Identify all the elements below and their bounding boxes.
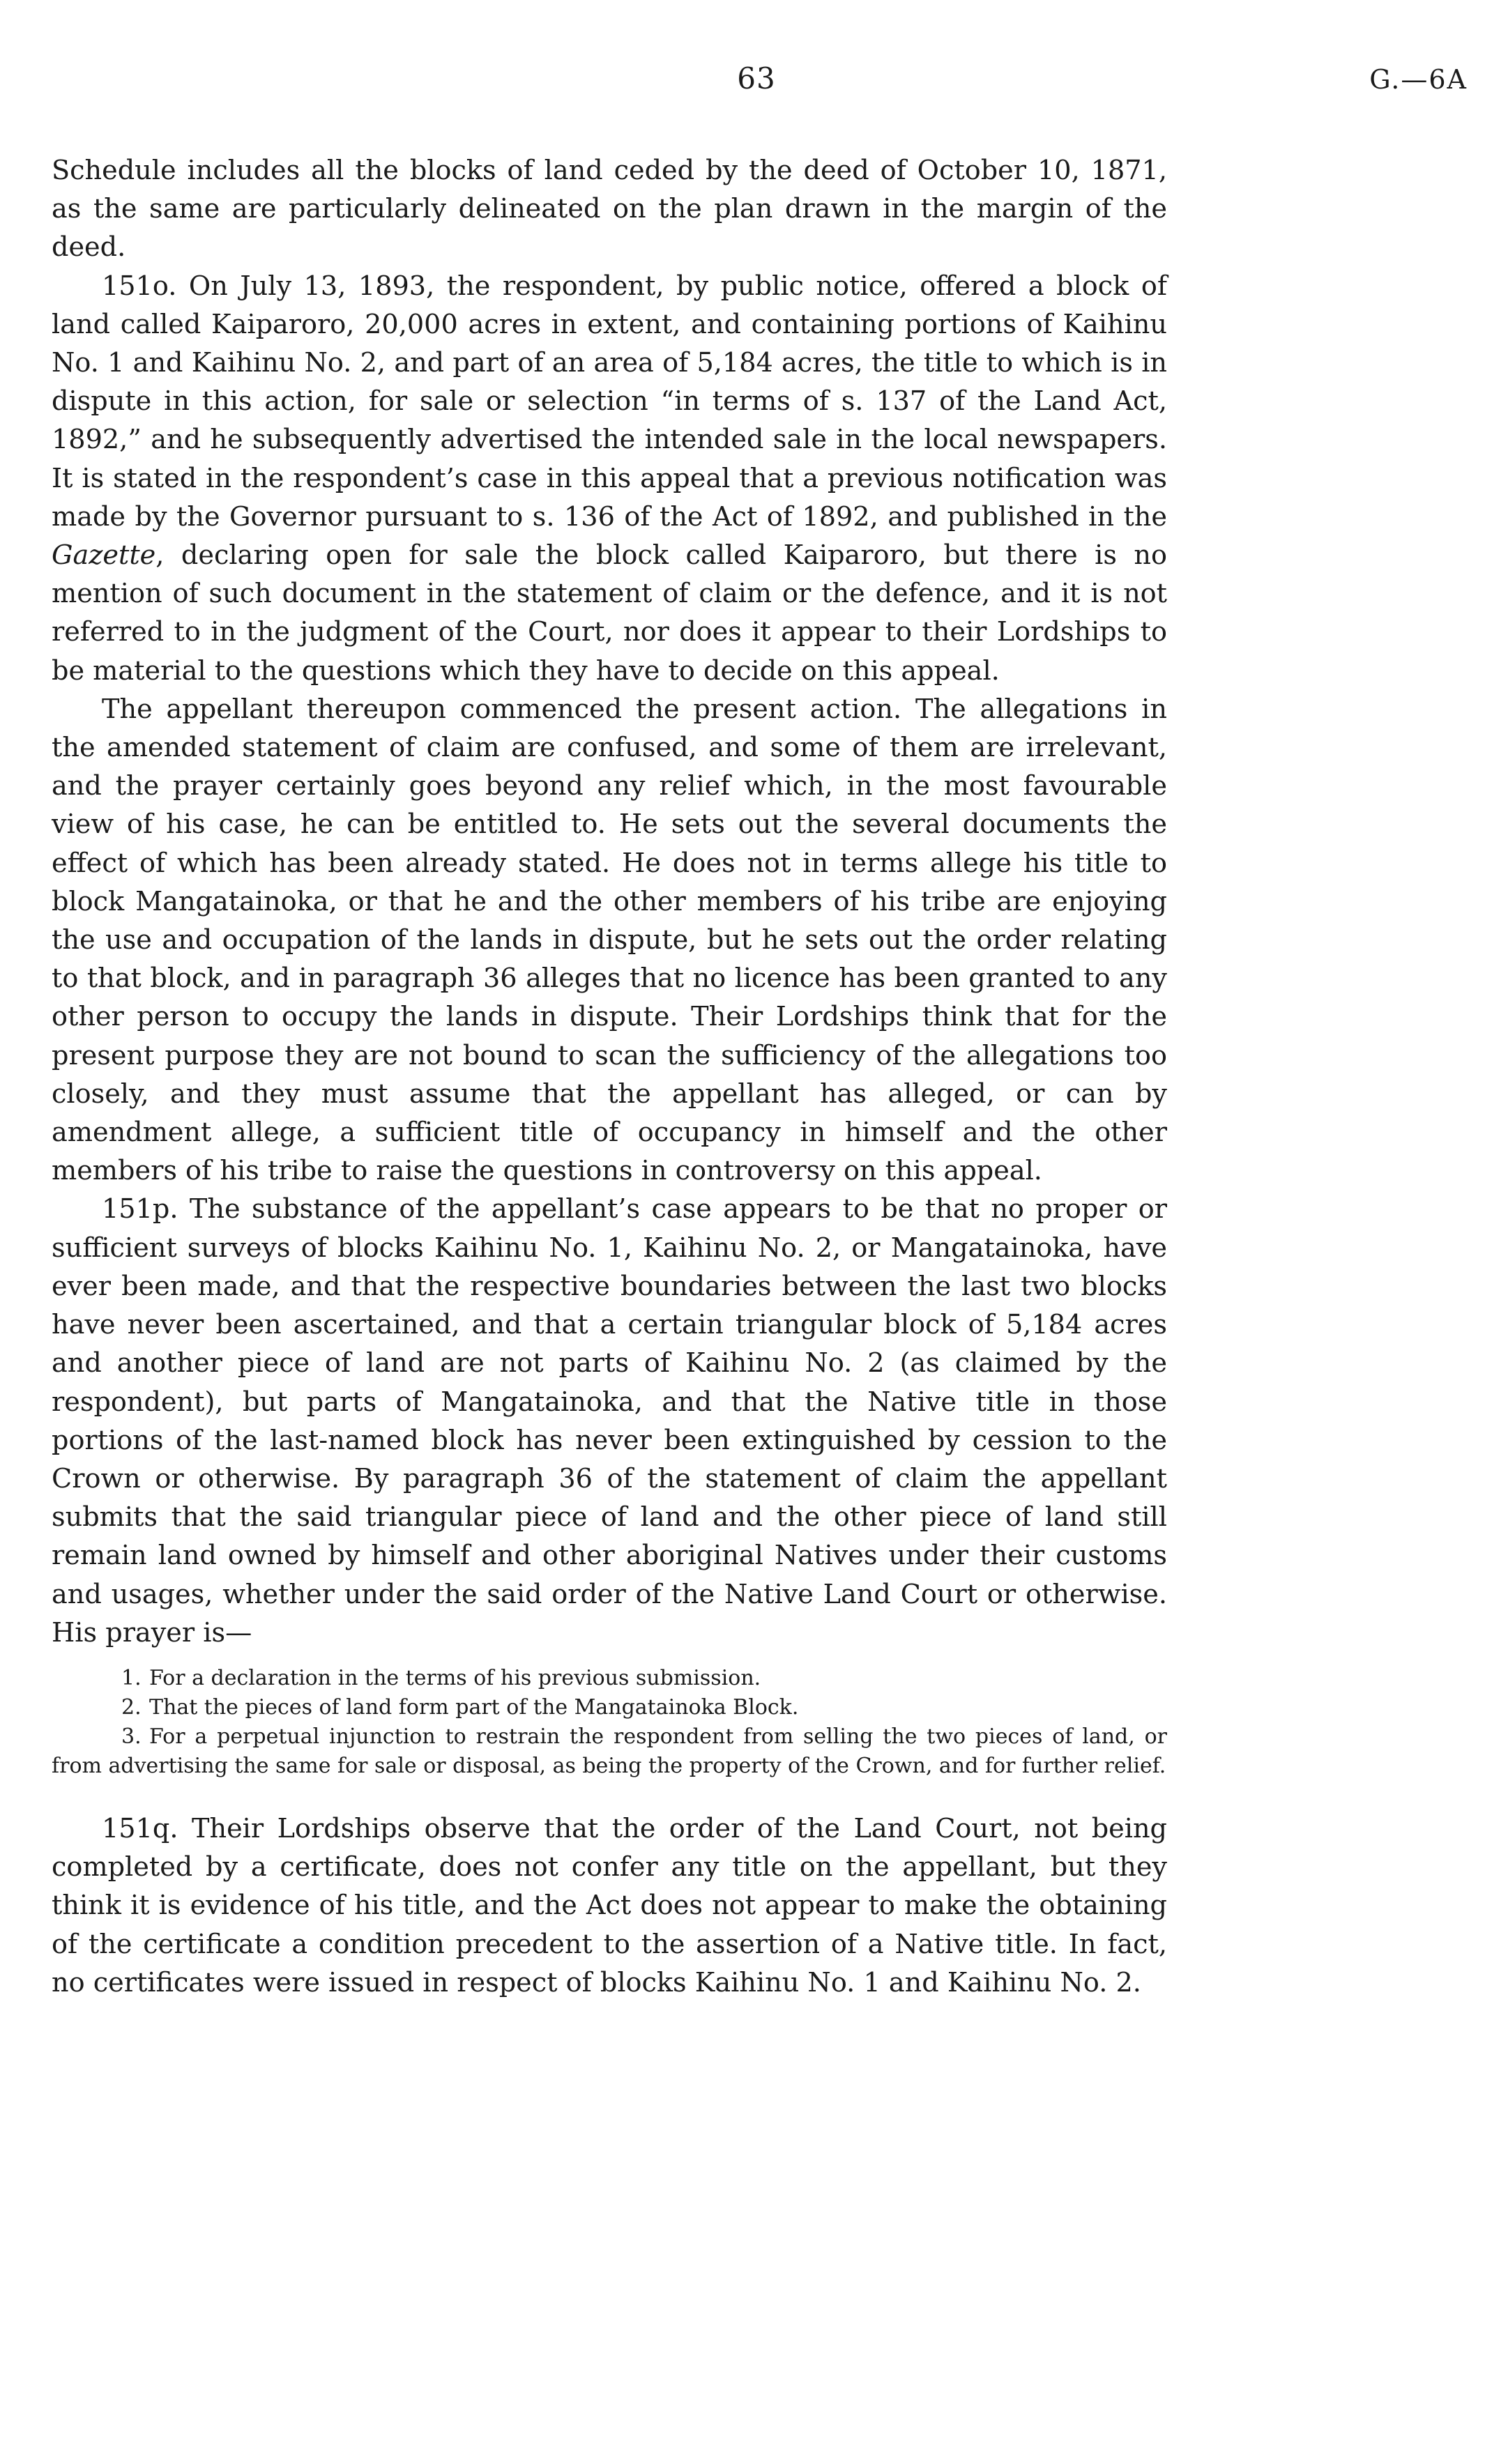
document-reference: G.—6A: [1369, 64, 1468, 95]
prayer-number: 2.: [121, 1694, 142, 1720]
page-number: 63: [737, 61, 776, 95]
body-text: [52, 152, 1167, 2003]
paragraph-text: Schedule includes all the blocks of land ceded by the deed of October 10, 1871, as the same are particularly delineated on the plan drawn in the margin of the deed.: [52, 155, 1167, 263]
prayer-text: For a declaration in the terms of his previous submission.: [149, 1665, 761, 1690]
paragraph-number: 151p.: [102, 1194, 178, 1225]
paragraph-151p: [52, 1191, 1167, 1652]
paragraph-action: [52, 691, 1167, 1191]
paragraph-151q: [52, 1810, 1167, 2003]
paragraph-text: The substance of the appellant’s case appears to be that no proper or sufficient surveys of blocks Kaihinu No. 1, Kaihinu No. 2, or Mangatainoka, have ever been made, and that the respective boundaries between the last two blocks have never been ascertained, and that a certain triangular block of 5,184 acres and another piece of land are not parts of Kaihinu No. 2 (as claimed by the respondent), but parts of Mangatainoka, and that the Native title in those portions of the last-named block has never been extinguished by cession to the Crown or otherwise. By paragraph 36 of the statement of claim the appellant submits that the said triangular piece of land and the other piece of land still remain land owned by himself and other aboriginal Natives under their customs and usages, whether under the said order of the Native Land Court or otherwise. His prayer is—: [52, 1194, 1167, 1648]
paragraph-151o: [52, 268, 1167, 691]
prayer-text: That the pieces of land form part of the Mangatainoka Block.: [149, 1694, 799, 1720]
gazette-title: Gazette: [52, 540, 156, 572]
paragraph-text: The appellant thereupon commenced the present action. The allegations in the amended statement of claim are confused, and some of them are irrelevant, and the prayer certainly goes beyond any relief which, in the most favourable view of his case, he can be entitled to. He sets out the several documents the effect of which has been already stated. He does not in terms allege his title to block Mangatainoka, or that he and the other members of his tribe are enjoying the use and occupation of the lands in dispute, but he sets out the order relating to that block, and in paragraph 36 alleges that no licence has been granted to any other person to occupy the lands in dispute. Their Lordships think that for the present purpose they are not bound to scan the sufficiency of the allegations too closely, and they must assume that the appellant has alleged, or can by amendment allege, a sufficient title of occupancy in himself and the other members of his tribe to raise the questions in controversy on this appeal.: [52, 694, 1167, 1187]
prayer-item: [52, 1693, 1167, 1722]
paragraph-continuation: [52, 152, 1167, 268]
paragraph-text: On July 13, 1893, the respondent, by public notice, offered a block of land called Kaiparoro, 20,000 acres in extent, and containing portions of Kaihinu No. 1 and Kaihinu No. 2, and part of an area of 5,184 acres, the title to which is in dispute in this action, for sale or selection “in terms of s. 137 of the Land Act, 1892,” and he subsequently advertised the intended sale in the local newspapers. It is stated in the respondent’s case in this appeal that a previous notification was made by the Governor pursuant to s. 136 of the Act of 1892, and published in the: [52, 270, 1167, 533]
prayer-item: [52, 1722, 1167, 1781]
paragraph-number: 151o.: [102, 270, 177, 302]
prayer-number: 3.: [121, 1724, 142, 1749]
section-spacer: [52, 1781, 1167, 1810]
paragraph-number: 151q.: [102, 1813, 178, 1844]
paragraph-text: , declaring open for sale the block called Kaiparoro, but there is no mention of such document in the statement of claim or the defence, and it is not referred to in the judgment of the Court, nor does it appear to their Lordships to be material to the questions which they have to decide on this appeal.: [52, 540, 1167, 687]
prayer-item: [52, 1664, 1167, 1693]
prayer-list: [52, 1664, 1167, 1781]
prayer-number: 1.: [121, 1665, 142, 1690]
paragraph-text: Their Lordships observe that the order of the Land Court, not being completed by a certificate, does not confer any title on the appellant, but they think it is evidence of his title, and the Act does not appear to make the obtaining of the certificate a condition precedent to the assertion of a Native title. In fact, no certificates were issued in respect of blocks Kaihinu No. 1 and Kaihinu No. 2.: [52, 1813, 1167, 1998]
prayer-text: For a perpetual injunction to restrain the respondent from selling the two pieces of land, or from advertising the same for sale or disposal, as being the property of the Crown, and for further relief.: [52, 1724, 1167, 1778]
